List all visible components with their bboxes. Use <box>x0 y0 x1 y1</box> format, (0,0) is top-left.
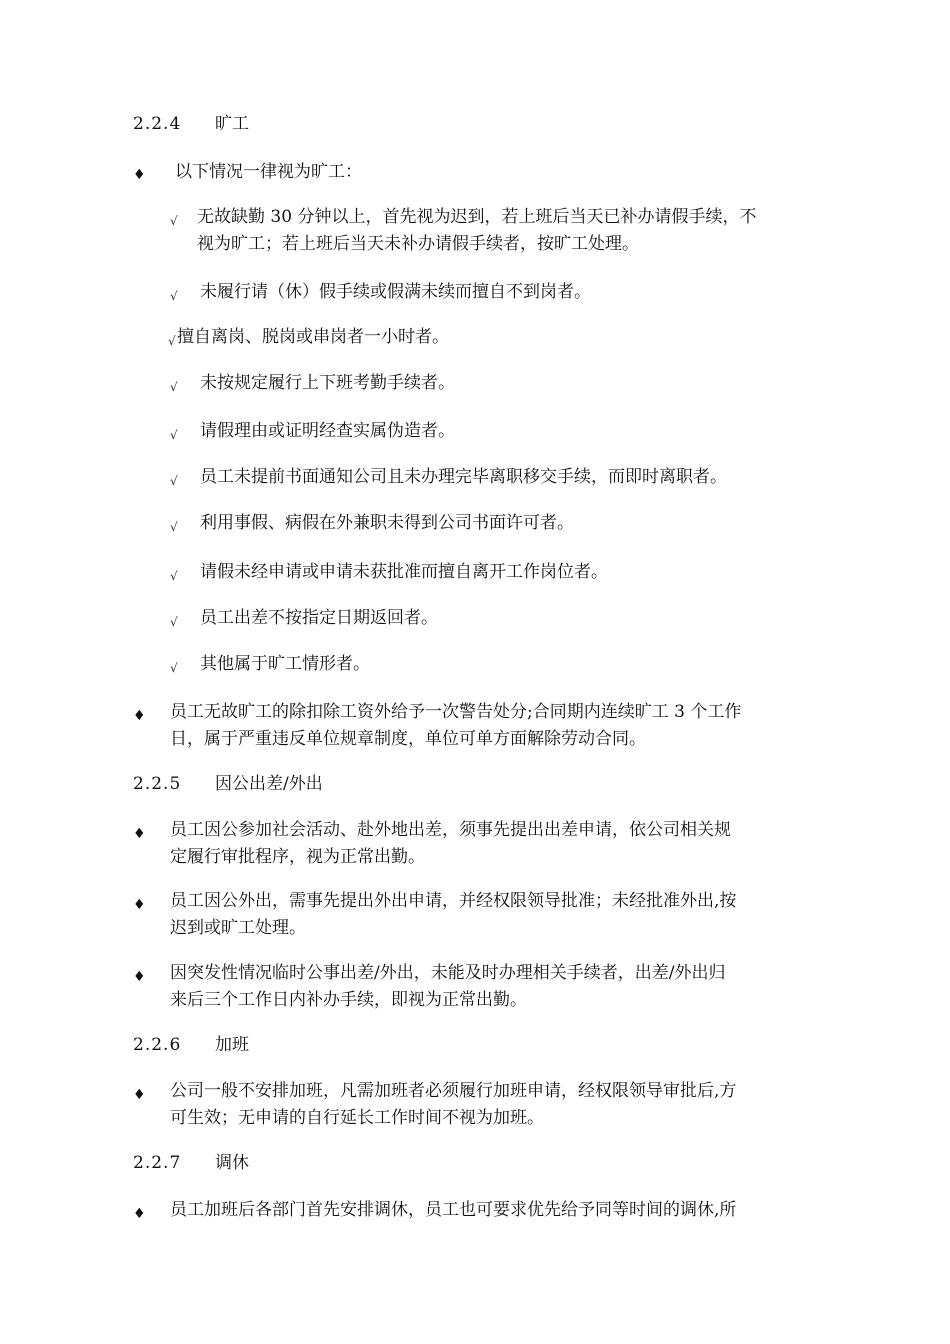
check-mark-icon: √ <box>170 289 178 303</box>
check-mark-icon: √ <box>170 520 178 534</box>
section-heading-2-2-7 <box>133 1151 249 1176</box>
check-mark-icon: √ <box>170 380 178 394</box>
list-item: 员工未提前书面通知公司且未办理完毕离职移交手续，而即时离职者。 <box>200 467 727 487</box>
list-item: 员工出差不按指定日期返回者。 <box>200 608 438 628</box>
penalty-text: 员工无故旷工的除扣除工资外给予一次警告处分;合同期内连续旷工 3 个工作 <box>170 702 742 722</box>
check-mark-icon: √ <box>170 615 178 629</box>
diamond-bullet-icon: ♦ <box>133 708 146 724</box>
list-item-cont: 迟到或旷工处理。 <box>170 918 306 938</box>
section-heading-2-2-6 <box>133 1033 249 1058</box>
section-number: 2.2.7 <box>133 1153 182 1173</box>
penalty-text-cont: 日，属于严重违反单位规章制度，单位可单方面解除劳动合同。 <box>170 729 646 749</box>
list-item: 未按规定履行上下班考勤手续者。 <box>200 373 455 393</box>
diamond-bullet-icon: ♦ <box>133 826 146 842</box>
list-item: 无故缺勤 30 分钟以上，首先视为迟到，若上班后当天已补办请假手续，不 <box>197 207 757 227</box>
list-item: 请假未经申请或申请未获批准而擅自离开工作岗位者。 <box>200 562 608 582</box>
diamond-bullet-icon: ♦ <box>133 969 146 985</box>
section-heading-2-2-4 <box>133 112 249 137</box>
list-item: 员工因公参加社会活动、赴外地出差，须事先提出出差申请，依公司相关规 <box>170 820 731 840</box>
list-item: 请假理由或证明经查实属伪造者。 <box>200 421 455 441</box>
list-item-cont: 可生效；无申请的自行延长工作时间不视为加班。 <box>170 1108 544 1128</box>
section-number: 2.2.5 <box>133 774 182 794</box>
check-mark-icon: √ <box>170 428 178 442</box>
check-mark-icon: √ <box>170 569 178 583</box>
check-mark-icon: √ <box>170 661 178 675</box>
section-heading-2-2-5 <box>133 772 323 797</box>
section-title: 因公出差/外出 <box>215 774 323 794</box>
check-mark-icon: √ <box>168 334 176 348</box>
list-item: 因突发性情况临时公事出差/外出，未能及时办理相关手续者，出差/外出归 <box>170 963 726 983</box>
list-item-cont: 视为旷工；若上班后当天未补办请假手续者，按旷工处理。 <box>197 234 639 254</box>
check-mark-icon: √ <box>170 474 178 488</box>
list-item: 员工加班后各部门首先安排调休，员工也可要求优先给予同等时间的调休,所 <box>170 1200 737 1220</box>
list-item: 未履行请（休）假手续或假满未续而擅自不到岗者。 <box>200 282 591 302</box>
diamond-bullet-icon: ♦ <box>133 1206 146 1222</box>
list-item-cont: 来后三个工作日内补办手续，即视为正常出勤。 <box>170 990 527 1010</box>
section-number: 2.2.4 <box>133 114 182 134</box>
diamond-bullet-icon: ♦ <box>133 1087 146 1103</box>
section-title: 调休 <box>215 1153 249 1173</box>
list-item: 公司一般不安排加班，凡需加班者必须履行加班申请，经权限领导审批后,方 <box>170 1081 737 1101</box>
diamond-bullet-icon: ♦ <box>133 897 146 913</box>
section-title: 旷工 <box>215 114 249 134</box>
diamond-bullet-icon: ♦ <box>133 167 146 183</box>
list-item: 其他属于旷工情形者。 <box>200 654 370 674</box>
check-mark-icon: √ <box>170 214 178 228</box>
list-item-cont: 定履行审批程序，视为正常出勤。 <box>170 847 425 867</box>
list-item: 擅自离岗、脱岗或串岗者一小时者。 <box>177 327 449 347</box>
section-number: 2.2.6 <box>133 1035 182 1055</box>
list-item: 员工因公外出，需事先提出外出申请，并经权限领导批准；未经批准外出,按 <box>170 891 737 911</box>
section-title: 加班 <box>215 1035 249 1055</box>
absence-intro: 以下情况一律视为旷工： <box>175 162 362 182</box>
list-item: 利用事假、病假在外兼职未得到公司书面许可者。 <box>200 513 574 533</box>
